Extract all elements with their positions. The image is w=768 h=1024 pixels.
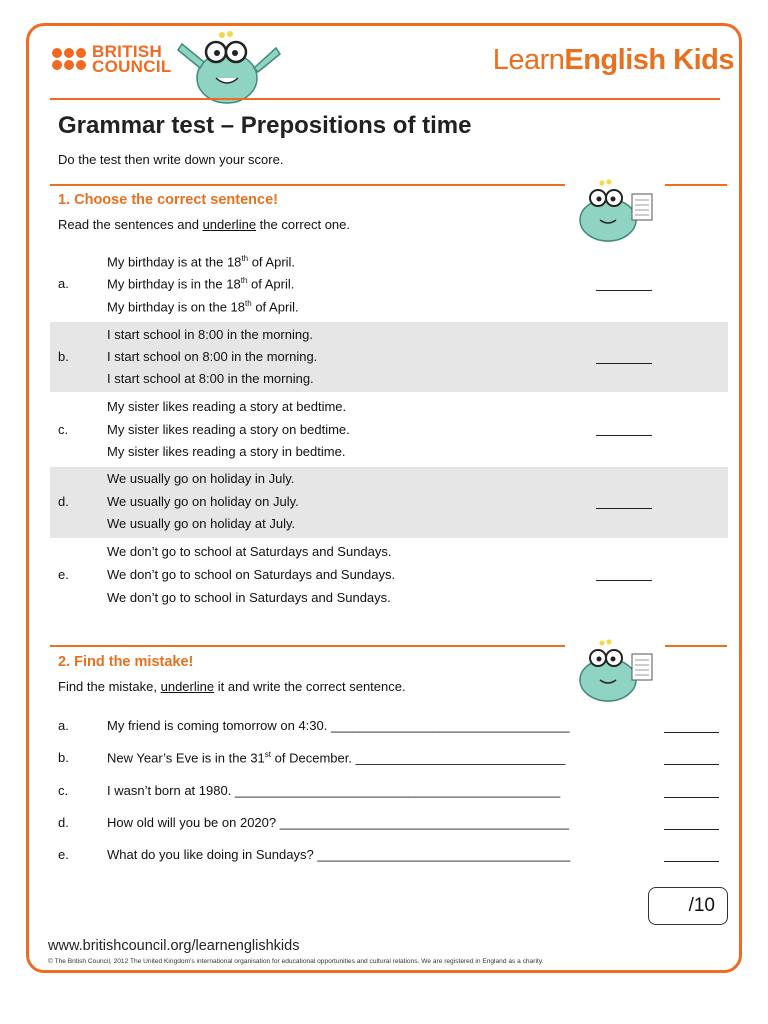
score-blank[interactable]	[596, 363, 652, 364]
option-line[interactable]: We usually go on holiday on July.	[107, 494, 299, 509]
mistake-item-b: b. New Year’s Eve is in the 31st of December. _____________________________	[58, 750, 723, 770]
item-letter: c.	[58, 422, 69, 437]
monster-holding-paper-icon	[570, 178, 660, 244]
brand-line2: COUNCIL	[92, 57, 172, 76]
score-blank[interactable]	[596, 290, 652, 291]
mistake-item-d: d. How old will you be on 2020? ________________________________________	[58, 815, 723, 835]
section2-instruction: Find the mistake, underline it and write the correct sentence.	[58, 679, 406, 694]
score-blank[interactable]	[664, 797, 719, 798]
question-row-a	[50, 250, 728, 320]
question-row-d	[50, 467, 728, 538]
brand-line1: BRITISH	[92, 42, 163, 61]
mistake-sentence[interactable]: My friend is coming tomorrow on 4:30. _________________________________	[107, 718, 570, 733]
mistake-item-c: c. I wasn’t born at 1980. _____________________________________________	[58, 783, 723, 803]
option-line[interactable]: My birthday is on the 18th of April.	[107, 299, 299, 315]
item-letter: a.	[58, 276, 69, 291]
footer-copyright: © The British Council, 2012 The United Kingdom’s international organisation for educational opportunities and cultural relations. We are registered in England as a charity.	[48, 958, 544, 965]
score-blank[interactable]	[664, 732, 719, 733]
monster-holding-paper-icon	[570, 638, 660, 704]
section1-instruction: Read the sentences and underline the correct one.	[58, 217, 351, 232]
logo-dots-icon	[52, 48, 86, 70]
option-line[interactable]: My birthday is at the 18th of April.	[107, 254, 296, 270]
option-line[interactable]: We don’t go to school at Saturdays and Sundays.	[107, 544, 392, 559]
item-letter: b.	[58, 349, 69, 364]
logo-learn: Learn	[492, 44, 565, 76]
question-row-e	[50, 540, 728, 610]
option-line[interactable]: My sister likes reading a story at bedtime.	[107, 399, 347, 414]
section2-rule-right	[665, 645, 727, 647]
section1-heading: 1. Choose the correct sentence!	[58, 192, 278, 208]
mistake-sentence[interactable]: New Year’s Eve is in the 31st of December. _____________________________	[107, 750, 566, 766]
monster-mascot-icon	[172, 28, 282, 104]
british-council-logo	[52, 44, 172, 74]
option-line[interactable]: I start school at 8:00 in the morning.	[107, 371, 314, 386]
score-blank[interactable]	[596, 580, 652, 581]
score-blank[interactable]	[664, 829, 719, 830]
option-line[interactable]: We don’t go to school in Saturdays and Sundays.	[107, 590, 391, 605]
section1-rule	[50, 184, 565, 186]
mistake-item-a: a. My friend is coming tomorrow on 4:30. _________________________________	[58, 718, 723, 738]
mistake-sentence[interactable]: I wasn’t born at 1980. _____________________________________________	[107, 783, 561, 798]
question-row-c	[50, 394, 728, 464]
learnenglish-kids-logo	[493, 44, 734, 77]
logo-english-kids: English Kids	[564, 44, 734, 76]
question-row-b	[50, 322, 728, 392]
option-line[interactable]: My birthday is in the 18th of April.	[107, 276, 295, 292]
header-divider	[50, 98, 720, 100]
footer-url[interactable]: www.britishcouncil.org/learnenglishkids	[48, 938, 300, 954]
mistake-sentence[interactable]: How old will you be on 2020? ________________________________________	[107, 815, 569, 830]
mistake-item-e: e. What do you like doing in Sundays? ___________________________________	[58, 847, 723, 867]
section1-rule-right	[665, 184, 727, 186]
option-line[interactable]: My sister likes reading a story in bedtime.	[107, 444, 346, 459]
option-line[interactable]: We usually go on holiday at July.	[107, 516, 296, 531]
option-line[interactable]: My sister likes reading a story on bedtime.	[107, 422, 350, 437]
section2-rule	[50, 645, 565, 647]
page-title: Grammar test – Prepositions of time	[58, 112, 472, 139]
option-line[interactable]: We usually go on holiday in July.	[107, 471, 295, 486]
section2-heading: 2. Find the mistake!	[58, 654, 194, 670]
option-line[interactable]: I start school in 8:00 in the morning.	[107, 327, 313, 342]
option-line[interactable]: I start school on 8:00 in the morning.	[107, 349, 318, 364]
item-letter: e.	[58, 567, 69, 582]
score-blank[interactable]	[596, 435, 652, 436]
mistake-sentence[interactable]: What do you like doing in Sundays? ___________________________________	[107, 847, 571, 862]
score-blank[interactable]	[596, 508, 652, 509]
item-letter: d.	[58, 494, 69, 509]
score-blank[interactable]	[664, 861, 719, 862]
option-line[interactable]: We don’t go to school on Saturdays and Sundays.	[107, 567, 396, 582]
score-blank[interactable]	[664, 764, 719, 765]
intro-text: Do the test then write down your score.	[58, 152, 284, 167]
score-box[interactable]: /10	[648, 887, 728, 925]
